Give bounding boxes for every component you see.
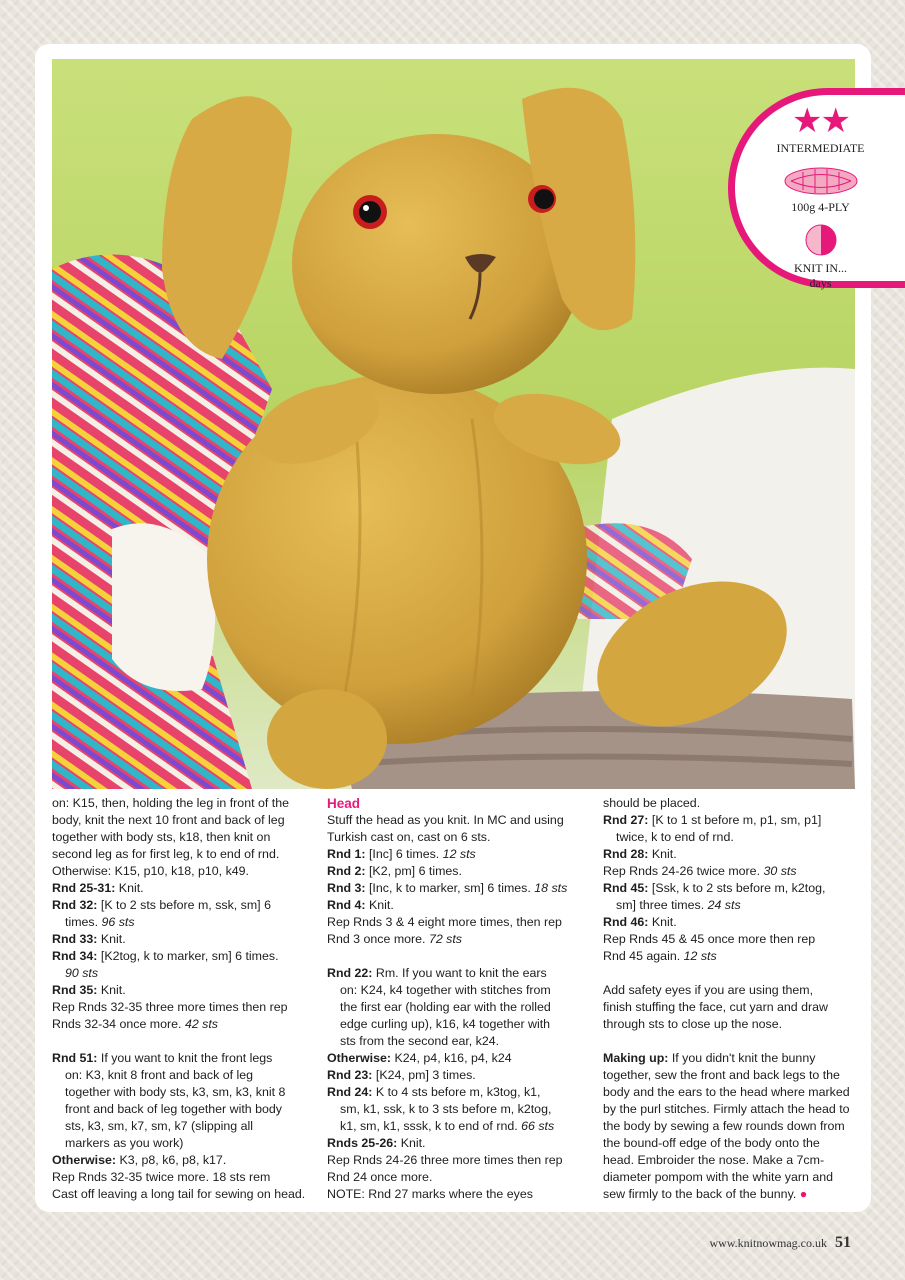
text-line: Rep Rnds 24-26 twice more. 30 sts bbox=[603, 864, 797, 878]
page-footer bbox=[709, 1234, 851, 1252]
text-line: Otherwise: K15, p10, k18, p10, k49. bbox=[52, 864, 249, 878]
round-25-31: Rnd 25-31: Knit. bbox=[52, 881, 144, 895]
star-rating-icon: ★★ bbox=[792, 103, 849, 140]
level-label: INTERMEDIATE bbox=[776, 141, 865, 155]
round-23: Rnd 23: [K24, pm] 3 times. bbox=[327, 1068, 476, 1082]
round-22: Rnd 22: Rm. If you want to knit the ears bbox=[327, 966, 547, 980]
text-line: sm] three times. 24 sts bbox=[616, 898, 741, 912]
text-line: should be placed. bbox=[603, 796, 701, 810]
text-line: Turkish cast on, cast on 6 sts. bbox=[327, 830, 491, 844]
text-line: through sts to close up the nose. bbox=[603, 1017, 783, 1031]
text-line: on: K24, k4 together with stitches from bbox=[340, 983, 551, 997]
yarn-weight-label: 100g 4-PLY bbox=[791, 200, 850, 214]
text-line: sts from the second ear, k24. bbox=[340, 1034, 500, 1048]
text-line: times. 96 sts bbox=[65, 915, 135, 929]
text-line: 90 sts bbox=[65, 966, 99, 980]
text-line: together with body sts, k3, sm, k3, knit 8 bbox=[65, 1085, 286, 1099]
knit-in-label: KNIT IN... bbox=[793, 261, 848, 275]
text-line: by the purl stitches. Firmly attach the head to bbox=[603, 1102, 850, 1116]
text-line: k1, sm, k1, sssk, k to end of rnd. 66 sts bbox=[340, 1119, 555, 1133]
round-32: Rnd 32: [K to 2 sts before m, ssk, sm] 6 bbox=[52, 898, 271, 912]
yarn-ball-end-icon: ● bbox=[799, 1187, 808, 1201]
round-4: Rnd 4: Knit. bbox=[327, 898, 394, 912]
text-line: head. Embroider the nose. Make a 7cm- bbox=[603, 1153, 825, 1167]
round-46: Rnd 46: Knit. bbox=[603, 915, 677, 929]
text-line: the first ear (holding ear with the rolled bbox=[340, 1000, 551, 1014]
text-line: Rnds 32-34 once more. 42 sts bbox=[52, 1017, 218, 1031]
page-number: 51 bbox=[835, 1234, 851, 1251]
round-34: Rnd 34: [K2tog, k to marker, sm] 6 times. bbox=[52, 949, 279, 963]
text-line: on: K15, then, holding the leg in front of the bbox=[52, 796, 289, 810]
text-line: Cast off leaving a long tail for sewing on head. bbox=[52, 1187, 306, 1201]
making-up-line: Making up: If you didn't knit the bunny bbox=[603, 1051, 816, 1065]
text-line: body and the ears to the head where marked bbox=[603, 1085, 850, 1099]
text-line: Add safety eyes if you are using them, bbox=[603, 983, 814, 997]
text-column-1 bbox=[52, 795, 310, 1203]
round-3: Rnd 3: [Inc, k to marker, sm] 6 times. 18 sts bbox=[327, 881, 568, 895]
round-2: Rnd 2: [K2, pm] 6 times. bbox=[327, 864, 462, 878]
text-line: the body by sewing a few rounds down from bbox=[603, 1119, 845, 1133]
text-line: second leg as for first leg, k to end of rnd. bbox=[52, 847, 280, 861]
website-url: www.knitnowmag.co.uk bbox=[709, 1236, 827, 1250]
text-line: markers as you work) bbox=[65, 1136, 184, 1150]
round-33: Rnd 33: Knit. bbox=[52, 932, 126, 946]
text-line: together with body sts, k18, then knit on bbox=[52, 830, 271, 844]
text-line: front and back of leg together with body bbox=[65, 1102, 282, 1116]
round-27: Rnd 27: [K to 1 st before m, p1, sm, p1] bbox=[603, 813, 822, 827]
text-line: Rnd 24 once more. bbox=[327, 1170, 433, 1184]
round-1: Rnd 1: [Inc] 6 times. 12 sts bbox=[327, 847, 476, 861]
text-line: diameter pompom with the white yarn and bbox=[603, 1170, 834, 1184]
text-column-2 bbox=[327, 795, 589, 1203]
round-35: Rnd 35: Knit. bbox=[52, 983, 126, 997]
text-column-3 bbox=[603, 795, 858, 1203]
text-line: body, knit the next 10 front and back of leg bbox=[52, 813, 285, 827]
text-line: the bound-off edge of the body onto the bbox=[603, 1136, 820, 1150]
rounds-25-26: Rnds 25-26: Knit. bbox=[327, 1136, 426, 1150]
text-line: Rep Rnds 32-35 twice more. 18 sts rem bbox=[52, 1170, 271, 1184]
otherwise-line: Otherwise: K24, p4, k16, p4, k24 bbox=[327, 1051, 512, 1065]
text-line: finish stuffing the face, cut yarn and draw bbox=[603, 1000, 828, 1014]
section-heading-head: Head bbox=[327, 796, 361, 811]
half-circle-icon bbox=[804, 223, 838, 257]
text-line: Rnd 45 again. 12 sts bbox=[603, 949, 717, 963]
text-line: Rep Rnds 32-35 three more times then rep bbox=[52, 1000, 288, 1014]
text-line: Rep Rnds 3 & 4 eight more times, then rep bbox=[327, 915, 562, 929]
round-45: Rnd 45: [Ssk, k to 2 sts before m, k2tog, bbox=[603, 881, 826, 895]
text-line: on: K3, knit 8 front and back of leg bbox=[65, 1068, 254, 1082]
text-line: together, sew the front and back legs to the bbox=[603, 1068, 840, 1082]
otherwise-line: Otherwise: K3, p8, k6, p8, k17. bbox=[52, 1153, 227, 1167]
text-line: Rep Rnds 45 & 45 once more then rep bbox=[603, 932, 816, 946]
round-51: Rnd 51: If you want to knit the front legs bbox=[52, 1051, 273, 1065]
text-line: sts, k3, sm, k7, sm, k7 (slipping all bbox=[65, 1119, 253, 1133]
text-line: Stuff the head as you knit. In MC and using bbox=[327, 813, 564, 827]
text-line: edge curling up), k16, k4 together with bbox=[340, 1017, 551, 1031]
round-24: Rnd 24: K to 4 sts before m, k3tog, k1, bbox=[327, 1085, 541, 1099]
note-line: NOTE: Rnd 27 marks where the eyes bbox=[327, 1187, 533, 1201]
text-line: sm, k1, ssk, k to 3 sts before m, k2tog, bbox=[340, 1102, 552, 1116]
round-28: Rnd 28: Knit. bbox=[603, 847, 677, 861]
text-line: twice, k to end of rnd. bbox=[616, 830, 734, 844]
days-label: days bbox=[809, 276, 832, 290]
text-line: Rnd 3 once more. 72 sts bbox=[327, 932, 462, 946]
text-line: sew firmly to the back of the bunny. ● bbox=[603, 1187, 808, 1201]
yarn-skein-icon bbox=[783, 166, 859, 196]
text-line: Rep Rnds 24-26 three more times then rep bbox=[327, 1153, 563, 1167]
